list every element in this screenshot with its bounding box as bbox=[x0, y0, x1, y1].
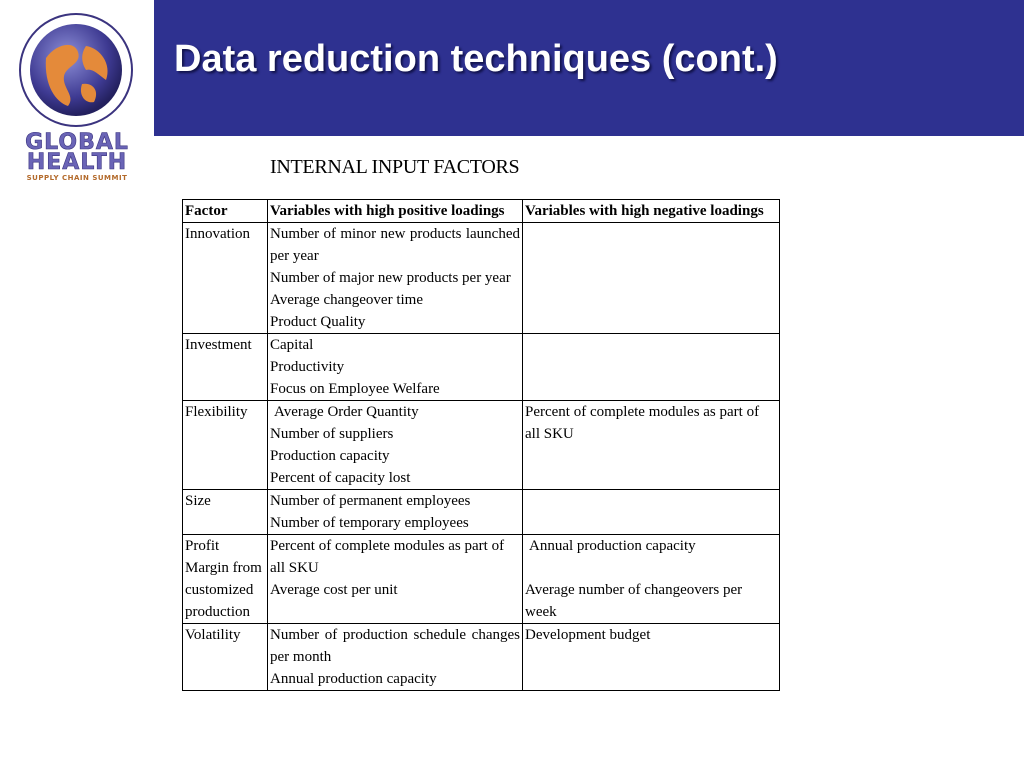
positive-variable: Percent of capacity lost bbox=[270, 470, 411, 486]
positive-variable: Number of suppliers bbox=[270, 426, 394, 442]
positive-variable: Product Quality bbox=[270, 314, 366, 330]
positive-variable: Number of production schedule changes per month bbox=[270, 627, 520, 665]
positive-variable: Number of permanent employees bbox=[270, 493, 471, 509]
positive-variable: Annual production capacity bbox=[270, 671, 437, 687]
positive-variable: Number of temporary employees bbox=[270, 515, 469, 531]
positive-variable: Focus on Employee Welfare bbox=[270, 381, 440, 397]
negative-cell bbox=[523, 490, 780, 535]
header-positive: Variables with high positive loadings bbox=[268, 200, 523, 223]
factor-cell: Innovation bbox=[183, 223, 268, 334]
positive-variable: Production capacity bbox=[270, 448, 390, 464]
table-caption: INTERNAL INPUT FACTORS bbox=[270, 156, 520, 178]
factor-cell: Volatility bbox=[183, 624, 268, 691]
negative-cell bbox=[523, 223, 780, 334]
table-row bbox=[183, 535, 780, 624]
logo-text bbox=[14, 130, 140, 183]
factor-cell: Size bbox=[183, 490, 268, 535]
positive-cell bbox=[268, 535, 523, 624]
factors-table bbox=[182, 199, 780, 691]
positive-cell bbox=[268, 624, 523, 691]
logo-line-summit: SUPPLY CHAIN SUMMIT bbox=[26, 174, 128, 182]
negative-variable: Percent of complete modules as part of all SKU bbox=[525, 404, 760, 442]
positive-variable: Average changeover time bbox=[270, 292, 423, 308]
header-factor: Factor bbox=[183, 200, 268, 223]
positive-variable: Average cost per unit bbox=[270, 582, 398, 598]
negative-variable: Annual production capacity bbox=[529, 538, 696, 554]
table-row bbox=[183, 624, 780, 691]
globe-icon bbox=[16, 10, 136, 130]
positive-variable: Capital bbox=[270, 337, 314, 353]
positive-variable: Number of minor new products launched per year bbox=[270, 226, 520, 264]
negative-cell bbox=[523, 535, 780, 624]
table-row bbox=[183, 334, 780, 401]
page-title: Data reduction techniques (cont.) bbox=[174, 38, 778, 80]
table-header-row bbox=[183, 200, 780, 223]
header-negative: Variables with high negative loadings bbox=[523, 200, 780, 223]
factor-cell: Profit Margin from customized production bbox=[183, 535, 268, 624]
positive-cell bbox=[268, 334, 523, 401]
negative-cell bbox=[523, 401, 780, 490]
table-row bbox=[183, 490, 780, 535]
negative-variable: Development budget bbox=[525, 627, 651, 643]
negative-variable: Average number of changeovers per week bbox=[525, 582, 743, 620]
factor-cell: Investment bbox=[183, 334, 268, 401]
logo bbox=[0, 0, 154, 190]
logo-line-global: GLOBAL bbox=[25, 130, 129, 155]
logo-line-health: HEALTH bbox=[26, 150, 128, 175]
table-row bbox=[183, 401, 780, 490]
positive-variable: Productivity bbox=[270, 359, 345, 375]
negative-cell bbox=[523, 334, 780, 401]
positive-variable: Number of major new products per year bbox=[270, 270, 511, 286]
positive-variable: Percent of complete modules as part of all SKU bbox=[270, 538, 505, 576]
positive-cell bbox=[268, 223, 523, 334]
factor-cell: Flexibility bbox=[183, 401, 268, 490]
positive-cell bbox=[268, 490, 523, 535]
positive-variable: Average Order Quantity bbox=[274, 404, 419, 420]
negative-cell bbox=[523, 624, 780, 691]
positive-cell bbox=[268, 401, 523, 490]
table-row bbox=[183, 223, 780, 334]
